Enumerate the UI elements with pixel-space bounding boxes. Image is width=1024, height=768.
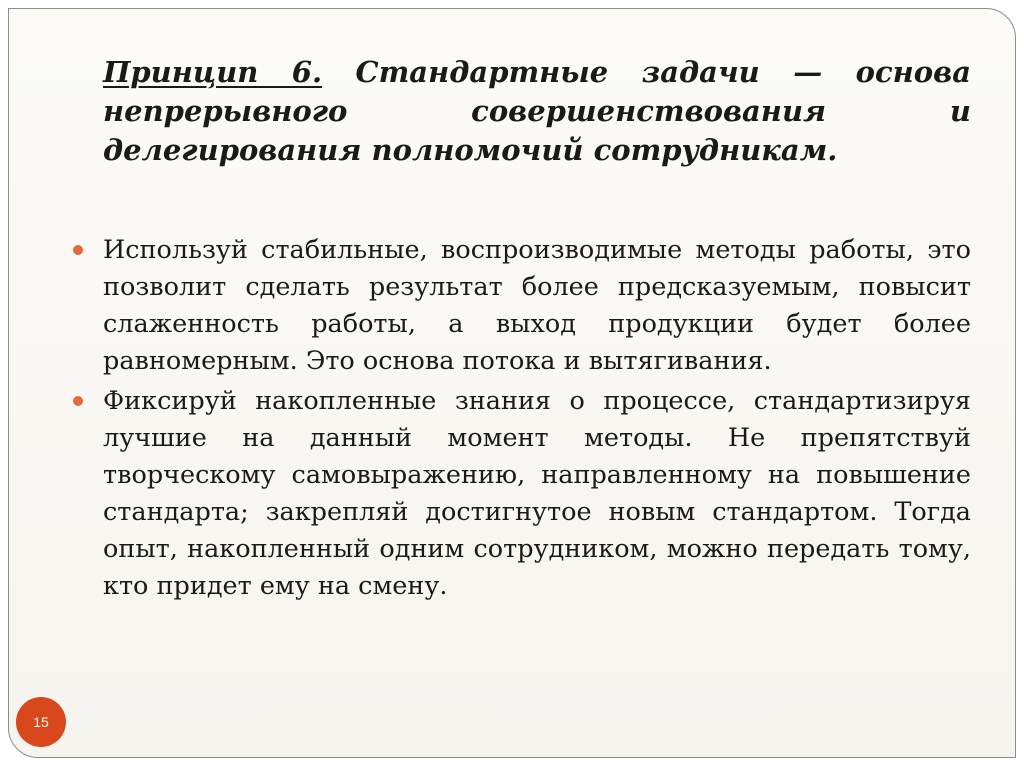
bullet-icon xyxy=(73,396,83,406)
bullet-text: Используй стабильные, воспроизводимые методы работы, это позволит сделать результат более предсказуемым, повысит слаженность работы, а выход продукции будет более равномерным. Это основа потока и вытягивания. xyxy=(103,235,971,376)
bullet-item xyxy=(103,383,971,605)
bullet-text: Фиксируй накопленные знания о процессе, стандартизируя лучшие на данный момент методы. Не препятствуй творческому самовыражению, направленному на повышение стандарта; закрепляй достигнутое новым стандартом. Тогда опыт, накопленный одним сотрудником, можно передать тому, кто придет ему на смену. xyxy=(103,386,971,601)
bullet-item xyxy=(103,232,971,380)
title-text: Стандартные задачи — основа непрерывного совершенствования и делегирования полномочий сотрудникам. xyxy=(103,55,971,167)
page-number: 15 xyxy=(33,714,49,730)
page-number-badge xyxy=(16,697,66,747)
slide-title xyxy=(103,53,971,170)
title-prefix: Принцип 6. xyxy=(103,55,323,89)
bullet-icon xyxy=(73,245,83,255)
slide-frame xyxy=(8,8,1016,758)
bullet-list xyxy=(103,232,971,608)
